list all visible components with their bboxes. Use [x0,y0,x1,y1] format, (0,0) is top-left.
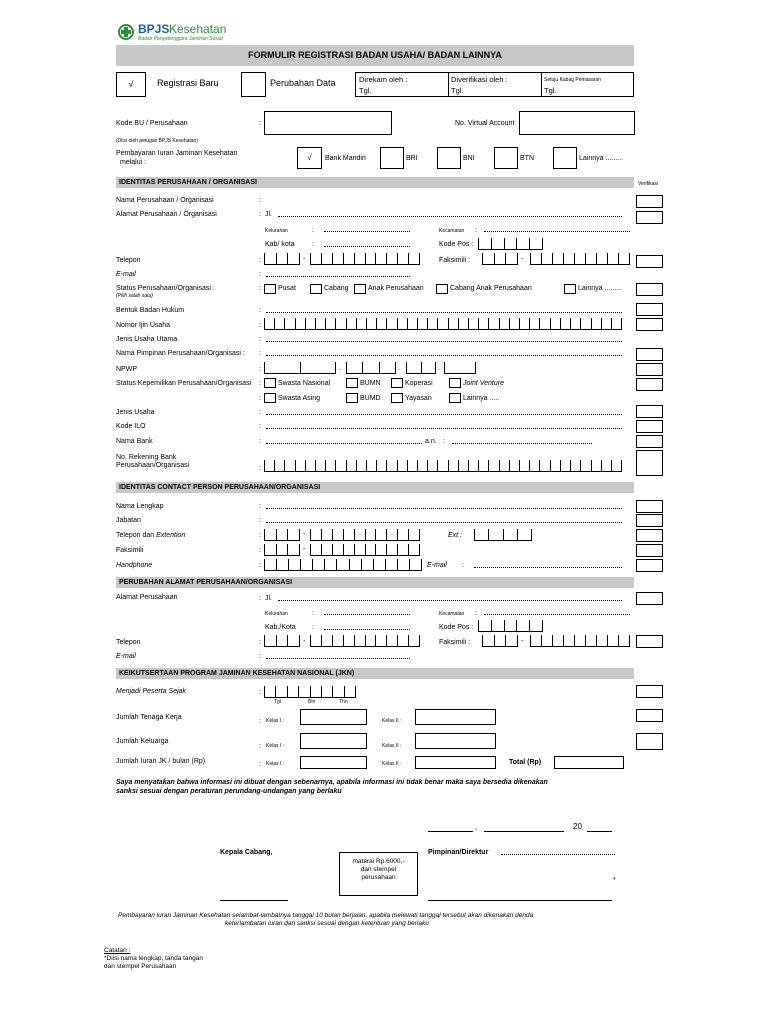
verify-license[interactable] [636,318,663,331]
npwp-seg-1[interactable] [264,362,336,374]
company-phone-label: Telepon [116,257,141,264]
main-business-field[interactable] [266,341,622,342]
verify-company-name[interactable] [636,195,663,208]
contact-ext-field[interactable] [474,529,532,541]
new-address-field[interactable] [278,600,622,601]
company-kab-field[interactable] [324,246,410,247]
verify-ilo-code[interactable] [636,420,663,433]
contact-phone-label-text: Telepon dan [116,532,155,539]
verified-by-label: Diverifikasi oleh : [451,75,508,84]
bank-account-label-2: Perusahaan/Organisasi [116,462,190,469]
bank-name-field[interactable] [266,443,422,444]
contact-email-field[interactable] [474,567,622,568]
notes-line-1: *Diisi nama lengkap, tanda tangan [104,955,204,962]
director-signature-line[interactable] [428,900,612,901]
new-jl-label: Jl. [265,595,272,602]
new-phone-label: Telepon [116,639,141,646]
contact-phone-number[interactable] [310,529,420,541]
verified-date-label: Tgl. [451,86,464,95]
account-holder-field[interactable] [452,443,592,444]
workers-class1-label: Kelas I : [266,718,285,724]
contact-fax-number[interactable] [310,544,420,556]
section-contact-person: IDENTITAS CONTACT PERSON PERUSAHAAN/ORGANISASI [116,482,634,493]
stamp-line-3: perusahaan [361,874,396,881]
code-input[interactable] [264,111,392,135]
verify-bank-account[interactable] [636,450,663,476]
company-kelurahan-field[interactable] [324,231,410,232]
status-other-label: Lainnya ......... [578,285,622,292]
company-address-label: Alamat Perusahaan / Organisasi [116,211,217,218]
statement-line-1: Saya menyatakan bahwa informasi ini dibuat dengan sebenarnya, apabila informasi ini tidak benar maka saya bersedia dikenakan [116,779,548,786]
footer-note-1: Pembayaran iuran Jaminan Kesehatan selambat-lambatnya tanggal 10 bulan berjalan, apabila melewati tanggal tersebut akan dikenakan denda [118,912,534,919]
form-title: FORMULIR REGISTRASI BADAN USAHA/ BADAN LAINNYA [116,45,634,66]
verify-new-phone[interactable] [636,635,663,648]
code-note: (Diisi oleh petugas BPJS Kesehatan) [116,138,198,144]
payment-label-2: melalui : [120,159,147,166]
status-cabang-anak-checkbox[interactable] [436,284,448,294]
notes-title: Catatan : [104,947,131,954]
own-bumd-label: BUMD [360,395,381,402]
new-reg-checkbox[interactable] [116,72,146,97]
own-swasta-nasional-checkbox[interactable] [264,378,276,388]
verify-company-phone[interactable] [636,255,663,268]
stamp-box [339,852,418,896]
contact-hp-label: Handphone [116,562,153,569]
leader-name-field[interactable] [266,355,622,356]
iuran-label: Jumlah Iuran JK / bulan (Rp) [116,758,206,765]
verify-contact-position[interactable] [636,514,663,527]
verify-business-type[interactable] [636,405,663,418]
date-unit-year: Thn [339,699,348,705]
verify-company-status[interactable] [636,283,663,296]
company-kecamatan-label: Kecamatan [439,228,465,234]
verify-family[interactable] [636,733,663,750]
business-type-label: Jenis Usaha [116,409,155,416]
member-since-label: Menjadi Peserta Sejak [116,688,187,695]
member-since-field[interactable] [264,686,356,698]
leader-name-label: Nama Pimpinan Perusahaan/Organisasi : [116,350,245,357]
verify-company-address[interactable] [636,211,663,224]
workers-class2-input[interactable] [415,709,496,725]
entered-by-label: Direkam oleh : [359,75,408,84]
status-cabang-label: Cabang [324,285,349,292]
new-kecamatan-label: Kecamatan [439,611,465,617]
bank-other-checkbox[interactable] [553,147,577,169]
iuran-class2-label: Kelas II : [382,761,402,767]
director-name-field[interactable] [501,854,615,855]
family-label: Jumlah Keluarga [116,738,169,745]
status-cabang-checkbox[interactable] [310,284,322,294]
bank-account-label-1: No. Rekening Bank [116,454,177,461]
verify-legal-form[interactable] [636,303,663,316]
verification-label: Verifikasi [638,181,659,187]
footer-note-2: keterlambatan iuran dan sanksi sesuai dengan ketentuan yang berlaku [225,920,429,927]
bank-account-field[interactable] [264,460,622,472]
contact-position-label: Jabatan [116,517,141,524]
sign-year-label: 20 [573,822,582,831]
company-address-field[interactable] [278,216,622,217]
new-kelurahan-label: Kelurahan [265,611,288,617]
new-kodepos-field[interactable] [478,620,543,632]
bank-bri-label: BRI [406,155,418,162]
company-name-label: Nama Perusahaan / Organisasi [116,197,214,204]
own-jv-label: Joint Venture [463,380,504,387]
family-class1-label: Kelas I : [266,743,285,749]
date-unit-day: Tgl [274,699,281,705]
company-phone-area[interactable] [264,253,300,265]
logo-icon [118,24,134,40]
section-company-identity: IDENTITAS PERUSAHAAN / ORGANISASI [116,177,634,188]
new-fax-number[interactable] [530,635,630,647]
company-phone-number[interactable] [310,253,420,265]
own-other-checkbox[interactable] [449,393,461,403]
total-label: Total (Rp) [509,759,542,766]
company-kelurahan-label: Kelurahan [265,228,288,234]
status-anak-label: Anak Perusahaan [368,285,424,292]
own-bumn-checkbox[interactable] [346,378,358,388]
section-jkn: KEIKUTSERTAAN PROGRAM JAMINAN KESEHATAN NASIONAL (JKN) [116,668,634,679]
verify-contact-fax[interactable] [636,544,663,557]
new-email-label: E-mail [116,653,136,660]
date-unit-month: Bln [308,699,316,705]
status-pusat-checkbox[interactable] [264,284,276,294]
bank-bni-label: BNI [463,155,475,162]
family-class2-input[interactable] [415,733,496,749]
company-fax-label: Faksimili : [439,257,471,264]
verify-bank[interactable] [636,435,663,448]
status-other-checkbox[interactable] [564,284,576,294]
bank-mandiri-label: Bank Mandiri [325,155,366,162]
company-fax-area[interactable] [482,253,518,265]
own-bumn-label: BUMN [360,380,381,387]
npwp-seg-4[interactable] [444,362,476,374]
bank-btn-label: BTN [520,155,534,162]
new-fax-label: Faksimili : [439,639,471,646]
own-swasta-asing-label: Swasta Asing [278,395,321,402]
code-label: Kode BU / Perusahaan [116,120,188,127]
own-koperasi-checkbox[interactable] [391,378,403,388]
iuran-class1-label: Kelas I : [266,761,285,767]
company-email-field[interactable] [266,276,410,277]
new-phone-number[interactable] [310,635,420,647]
company-status-note: (Pilih salah satu) [116,293,153,299]
verify-contact-name[interactable] [636,500,663,513]
new-kab-label: Kab./Kota [265,624,296,631]
workers-label: Jumlah Tenaga Kerja [116,714,182,721]
director-label: Pimpinan/Direktur [428,849,489,856]
status-anak-checkbox[interactable] [354,284,366,294]
own-yayasan-label: Yayasan [405,395,432,402]
approved-label: Setuju Kabag Pemasaran [544,77,601,83]
contact-position-field[interactable] [266,522,622,523]
new-reg-check: √ [128,79,134,89]
legal-form-label: Bentuk Badan Hukum [116,307,185,314]
new-kecamatan-field[interactable] [484,614,630,615]
contact-name-field[interactable] [266,508,622,509]
change-label: Perubahan Data [270,78,336,88]
new-phone-area[interactable] [264,635,300,647]
family-class1-input[interactable] [300,733,367,749]
stamp-line-2: dan stempel [360,866,397,873]
own-swasta-nasional-label: Swasta Nasional [278,380,331,387]
logo-brand-rest: Kesehatan [169,22,227,36]
notes-line-2: dan stempel Perusahaan [104,963,177,970]
logo-brand: BPJS [138,22,170,36]
main-business-label: Jenis Usaha Utama [116,336,178,343]
contact-hp-field[interactable] [264,559,422,571]
bank-mandiri-check: √ [307,153,312,162]
own-yayasan-checkbox[interactable] [391,393,403,403]
contact-name-label: Nama Lengkap [116,503,164,510]
workers-class1-input[interactable] [300,709,367,725]
npwp-seg-2[interactable] [346,362,396,374]
contact-fax-area[interactable] [264,544,300,556]
bank-mandiri-checkbox[interactable] [297,147,322,169]
status-pusat-label: Pusat [278,285,296,292]
kacab-signature-line[interactable] [220,900,288,901]
company-kecamatan-field[interactable] [484,231,630,232]
new-address-label: Alamat Perusahaan [116,594,178,601]
own-bumd-checkbox[interactable] [346,393,358,403]
legal-form-field[interactable] [266,312,622,313]
company-status-label: Status Perusahaan/Organisasi : [116,285,215,292]
company-email-label: E-mail [116,271,136,278]
own-jv-checkbox[interactable] [449,378,461,388]
license-field[interactable] [264,318,622,330]
ilo-code-label: Kode ILO [116,423,146,430]
verify-leader[interactable] [636,348,663,361]
new-email-field[interactable] [266,658,410,659]
stamp-line-1: materai Rp.6000,- [352,858,405,865]
verify-ownership[interactable] [636,378,663,391]
workers-class2-label: Kelas II : [382,718,402,724]
verify-contact-hp[interactable] [636,559,663,572]
company-kodepos-label: Kode Pos : [439,241,474,248]
bank-name-label: Nama Bank [116,438,153,445]
new-reg-label: Registrasi Baru [157,78,219,88]
own-other-label: Lainnya ..... [463,395,500,402]
npwp-label: NPWP [116,366,137,373]
company-jl-label: Jl. [265,211,272,218]
bank-btn-checkbox[interactable] [494,147,518,169]
account-holder-label: a.n. [425,438,437,445]
own-swasta-asing-checkbox[interactable] [264,393,276,403]
contact-phone-area[interactable] [264,529,300,541]
own-koperasi-label: Koperasi [405,380,433,387]
company-kab-label: Kab/ kota [265,241,295,248]
bank-bni-checkbox[interactable] [437,147,461,169]
new-kodepos-label: Kode Pos : [439,624,474,631]
payment-label-1: Pembayaran Iuran Jaminan Kesehatan [116,150,238,157]
new-fax-area[interactable] [482,635,518,647]
total-input[interactable] [554,756,624,769]
ilo-code-field[interactable] [266,428,622,429]
sign-date-line[interactable] [484,831,564,832]
status-cabang-anak-label: Cabang Anak Perusahaan [450,285,532,292]
verify-workers[interactable] [636,709,663,722]
ownership-label: Status Kepemilikan Perusahaan/Organisasi [116,380,252,387]
bank-bri-checkbox[interactable] [380,147,404,169]
contact-fax-label: Faksimili [116,547,144,554]
statement-line-2: sanksi sesuai dengan peraturan perundang-undangan yang berlaku [116,788,342,795]
iuran-class1-input[interactable] [300,756,367,769]
change-checkbox[interactable] [241,72,266,97]
logo-tagline: Badan Penyelenggara Jaminan Sosial [138,36,223,42]
entered-date-label: Tgl. [359,86,372,95]
sign-place-line[interactable] [428,831,473,832]
section-address-change: PERUBAHAN ALAMAT PERUSAHAAN/ORGANISASI [116,577,634,588]
iuran-class2-input[interactable] [415,756,496,769]
approval-box [355,72,634,97]
va-label: No. Virtual Account [455,120,515,127]
va-input[interactable] [519,111,635,135]
bank-other-label: Lainnya ......... [579,155,623,162]
verify-new-address[interactable] [636,592,663,605]
kacab-label: Kepala Cabang, [220,849,273,856]
contact-ext-word: Extention [156,532,186,539]
company-fax-number[interactable] [530,253,630,265]
contact-ext-label: Ext : [448,532,463,539]
verify-npwp[interactable] [636,363,663,376]
approved-date-label: Tgl. [544,86,557,95]
new-kelurahan-field[interactable] [324,614,410,615]
verify-member-since[interactable] [636,685,663,698]
company-kodepos-field[interactable] [478,238,543,250]
new-kab-field[interactable] [324,629,410,630]
sign-star: * [613,877,616,884]
contact-phone-label [116,531,185,540]
business-type-field[interactable] [266,414,622,415]
family-class2-label: Kelas II : [382,743,402,749]
verify-contact-phone[interactable] [636,529,663,542]
npwp-seg-3[interactable] [406,362,436,374]
sign-year-line[interactable] [587,831,612,832]
license-label: Nomor Ijin Usaha [116,322,171,329]
contact-email-label: E-mail [427,562,447,569]
